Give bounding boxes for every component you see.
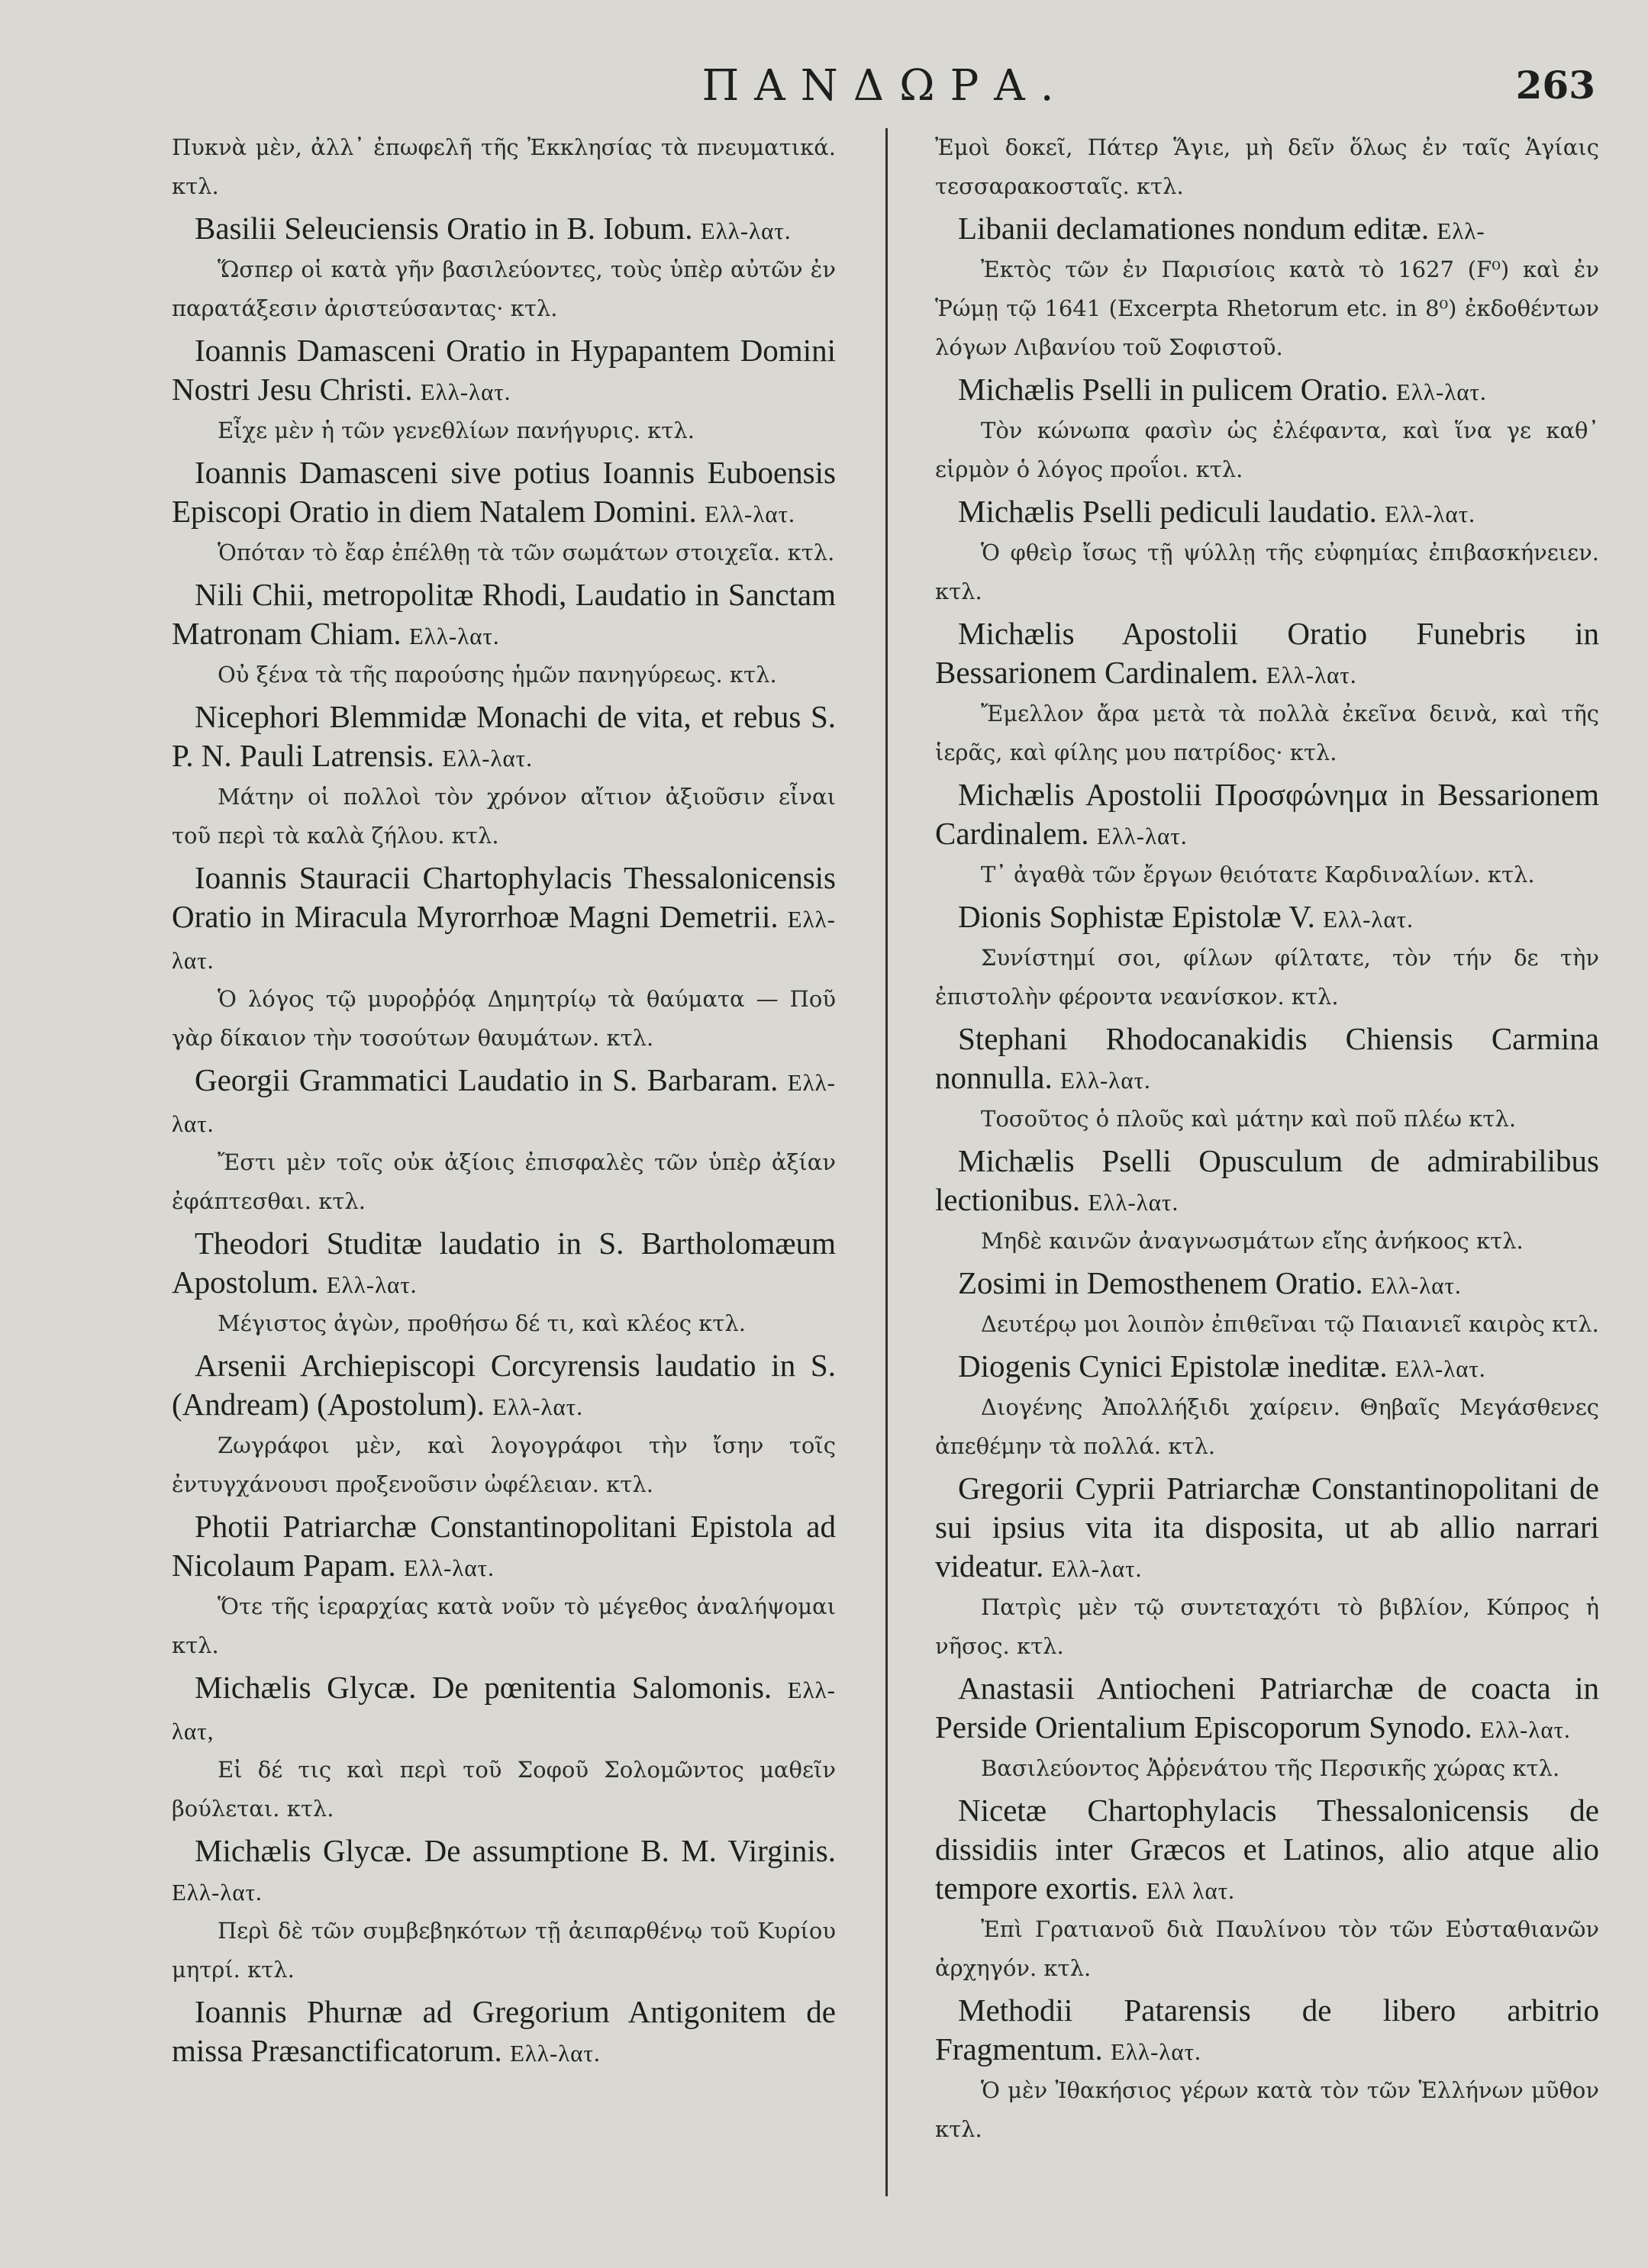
entry-incipit: Τοσοῦτος ὁ πλοῦς καὶ μάτην καὶ ποῦ πλέω κτλ. [981, 1106, 1517, 1132]
entry-title [935, 775, 1599, 855]
entry-language-note: Ελλ-λατ. [705, 501, 795, 527]
entry-language-note: Ελλ-λατ. [172, 906, 836, 974]
left-column [172, 128, 836, 2076]
entry-language-note: Ελλ-λατ. [492, 1393, 583, 1420]
column-divider [885, 128, 888, 2196]
entry-incipit: Διογένης Ἀπολλήξιδι χαίρειν. Θηβαῖς Μεγάσθενες ἀπεθέμην τὰ πολλά. κτλ. [935, 1394, 1599, 1459]
entry-title-text: Ioannis Damasceni sive potius Ioannis Euboensis Episcopi Oratio in diem Natalem Domini. [172, 455, 836, 529]
entry-incipit: Τ᾿ ἀγαθὰ τῶν ἔργων θειότατε Καρδιναλίων. κτλ. [981, 862, 1535, 888]
entry-title-text: Ioannis Damasceni Oratio in Hypapantem Domini Nostri Jesu Christi. [172, 333, 836, 407]
entry-language-note: Ελλ-λατ. [408, 623, 500, 649]
entry-incipit: Μέγιστος ἀγὼν, προθήσω δέ τι, καὶ κλέος κτλ. [218, 1310, 746, 1336]
entry-title [935, 1669, 1599, 1749]
entry-title-text: Gregorii Cyprii Patriarchæ Constantinopolitani de sui ipsius vita ita disposita, ut ab allio narrari videatur. [935, 1471, 1599, 1583]
entry-title [935, 1469, 1599, 1588]
entry-language-note: Ελλ-λατ. [1266, 662, 1357, 688]
entry-title [935, 492, 1599, 533]
entry-title-text: Michælis Pselli pediculi laudatio. [958, 494, 1377, 529]
entry-incipit: Εἰ δέ τις καὶ περὶ τοῦ Σοφοῦ Σολομῶντος μαθεῖν βούλεται. κτλ. [172, 1757, 836, 1822]
catalog-entry [172, 1668, 836, 1828]
catalog-entry [935, 1142, 1599, 1261]
catalog-entry [935, 614, 1599, 772]
entry-language-note: Ελλ-λατ. [1088, 1189, 1179, 1216]
entry-incipit: Ὥσπερ οἱ κατὰ γῆν βασιλεύοντες, τοὺς ὑπὲρ αὐτῶν ἐν παρατάξεσιν ἀριστεύσαντας· κτλ. [172, 256, 836, 321]
entry-title [172, 1061, 836, 1143]
entry-language-note: Ελλ-λατ. [172, 1069, 837, 1137]
entry-incipit: Ὁ φθεὶρ ἴσως τῇ ψύλλῃ τῆς εὐφημίας ἐπιβασκήνειεν. κτλ. [935, 540, 1599, 604]
entry-incipit: Ὁπόταν τὸ ἔαρ ἐπέλθῃ τὰ τῶν σωμάτων στοιχεῖα. κτλ. [218, 540, 835, 565]
entry-title-text: Michælis Apostolii Προσφώνημα in Bessarionem Cardinalem. [935, 777, 1599, 851]
entry-title [935, 1142, 1599, 1222]
entry-title-text: Nili Chii, metropolitæ Rhodi, Laudatio in Sanctam Matronam Chiam. [172, 577, 836, 651]
entry-title [172, 209, 836, 250]
entry-title [172, 859, 836, 980]
entry-incipit: Τὸν κώνωπα φασὶν ὡς ἐλέφαντα, καὶ ἵνα γε καθ᾿ εἱρμὸν ὁ λόγος προΐοι. κτλ. [935, 417, 1599, 482]
page-number: 263 [1515, 63, 1595, 108]
entry-title [935, 1991, 1599, 2071]
entry-title [172, 1346, 836, 1426]
entry-title-text: Libanii declamationes nondum editæ. [958, 211, 1430, 246]
catalog-entry [172, 1507, 836, 1665]
catalog-entry [935, 1264, 1599, 1344]
entry-language-note: Ελλ- [1437, 217, 1485, 244]
entry-incipit: Ἐκτὸς τῶν ἐν Παρισίοις κατὰ τὸ 1627 (F⁰) καὶ ἐν Ῥώμῃ τῷ 1641 (Excerpta Rhetorum etc. in 8⁰) ἐκδοθέντων λόγων Λιβανίου τοῦ Σοφιστοῦ. [935, 256, 1599, 360]
catalog-entry [935, 1669, 1599, 1788]
catalog-entry [935, 1991, 1599, 2149]
entry-title-text: Zosimi in Demosthenem Oratio. [958, 1265, 1363, 1300]
entry-title [935, 897, 1599, 939]
entry-language-note: Ελλ-λατ. [172, 1879, 263, 1906]
entry-title [172, 1668, 836, 1751]
entry-incipit: Βασιλεύοντος Ἀῤῥενάτου τῆς Περσικῆς χώρας κτλ. [981, 1755, 1560, 1781]
entry-incipit: Συνίστημί σοι, φίλων φίλτατε, τὸν τήν δε τὴν ἐπιστολὴν φέροντα νεανίσκον. κτλ. [935, 945, 1599, 1010]
right-column [935, 128, 1599, 2152]
entry-incipit: Εἶχε μὲν ἡ τῶν γενεθλίων πανήγυρις. κτλ. [218, 417, 695, 443]
entry-title-text: Anastasii Antiocheni Patriarchæ de coacta in Perside Orientalium Episcoporum Synodo. [935, 1670, 1599, 1744]
entry-title-text: Methodii Patarensis de libero arbitrio Fragmentum. [935, 1993, 1599, 2067]
entry-language-note: Ελλ-λατ. [1111, 2038, 1201, 2065]
entry-incipit: Δευτέρῳ μοι λοιπὸν ἐπιθεῖναι τῷ Παιανιεῖ καιρὸς κτλ. [981, 1311, 1599, 1337]
entry-title-text: Michælis Apostolii Oratio Funebris in Bessarionem Cardinalem. [935, 616, 1599, 690]
entry-language-note: Ελλ-λατ. [404, 1554, 495, 1581]
entry-title [172, 697, 836, 778]
entry-incipit: Ἐμοὶ δοκεῖ, Πάτερ Ἅγιε, μὴ δεῖν ὅλως ἐν ταῖς Ἁγίαις τεσσαρακοσταῖς. κτλ. [935, 134, 1599, 199]
entry-title [935, 209, 1599, 250]
entry-language-note: Ελλ-λατ. [420, 379, 511, 405]
entry-incipit: Ὅτε τῆς ἱεραρχίας κατὰ νοῦν τὸ μέγεθος ἀναλήψομαι κτλ. [172, 1593, 836, 1658]
entry-title [935, 370, 1599, 411]
entry-incipit: Μηδὲ καινῶν ἀναγνωσμάτων εἴης ἀνήκοος κτλ. [981, 1228, 1524, 1254]
entry-language-note: Ελλ-λατ. [442, 745, 533, 772]
entry-title [935, 1347, 1599, 1388]
catalog-entry [935, 209, 1599, 367]
entry-title-text: Arsenii Archiepiscopi Corcyrensis laudatio in S. (Andream) (Apostolum). [172, 1348, 836, 1422]
entry-title-text: Photii Patriarchæ Constantinopolitani Epistola ad Nicolaum Papam. [172, 1509, 836, 1583]
entry-incipit: Ἐπὶ Γρατιανοῦ διὰ Παυλίνου τὸν τῶν Εὐσταθιανῶν ἀρχηγόν. κτλ. [935, 1916, 1599, 1981]
catalog-entry [172, 1224, 836, 1343]
catalog-entry [935, 370, 1599, 489]
entry-title-text: Nicetæ Chartophylacis Thessalonicensis de dissidiis inter Græcos et Latinos, alio atque alio tempore exortis. [935, 1793, 1599, 1906]
entry-title [172, 1993, 836, 2073]
catalog-entry [172, 575, 836, 694]
entry-title [172, 1831, 836, 1912]
entry-title [935, 1264, 1599, 1305]
entry-language-note: Ελλ-λατ. [1096, 823, 1188, 849]
catalog-entry [935, 1469, 1599, 1666]
page-header [176, 61, 1595, 122]
entry-incipit: Ἔστι μὲν τοῖς οὐκ ἀξίοις ἐπισφαλὲς τῶν ὑπὲρ ἀξίαν ἐφάπτεσθαι. κτλ. [172, 1149, 836, 1214]
entry-language-note: Ελλ-λατ, [172, 1677, 836, 1744]
entry-title-text: Stephani Rhodocanakidis Chiensis Carmina nonnulla. [935, 1021, 1599, 1095]
entry-title-text: Georgii Grammatici Laudatio in S. Barbaram. [195, 1062, 779, 1097]
entry-title-text: Diogenis Cynici Epistolæ ineditæ. [958, 1348, 1388, 1384]
entry-title-text: Basilii Seleuciensis Oratio in B. Iobum. [195, 211, 693, 246]
catalog-entry [172, 1061, 836, 1221]
entry-incipit: Πυκνὰ μὲν, ἀλλ᾿ ἐπωφελῆ τῆς Ἐκκλησίας τὰ πνευματικά. κτλ. [172, 134, 836, 199]
entry-language-note: Ελλ-λατ. [700, 217, 792, 244]
entry-incipit: Μάτην οἱ πολλοὶ τὸν χρόνον αἴτιον ἀξιοῦσιν εἶναι τοῦ περὶ τὰ καλὰ ζήλου. κτλ. [172, 784, 836, 849]
entry-incipit: Ζωγράφοι μὲν, καὶ λογογράφοι τὴν ἴσην τοῖς ἐντυγχάνουσι προξενοῦσιν ὠφέλειαν. κτλ. [172, 1432, 836, 1497]
catalog-entry [935, 897, 1599, 1016]
catalog-entry [172, 331, 836, 450]
entry-title-text: Michælis Pselli Opusculum de admirabilibus lectionibus. [935, 1143, 1599, 1217]
entry-title-text: Michælis Glycæ. De assumptione B. M. Virginis. [195, 1833, 836, 1868]
entry-language-note: Ελλ-λατ. [1370, 1272, 1462, 1299]
catalog-entry [172, 1993, 836, 2073]
catalog-entry [935, 128, 1599, 206]
catalog-entry [935, 775, 1599, 894]
entry-title-text: Dionis Sophistæ Epistolæ V. [958, 899, 1315, 934]
catalog-entry [172, 128, 836, 206]
catalog-entry [172, 697, 836, 855]
entry-title [935, 1791, 1599, 1910]
entry-title [172, 575, 836, 656]
catalog-entry [935, 1791, 1599, 1988]
two-column-body [172, 128, 1599, 2234]
entry-incipit: Περὶ δὲ τῶν συμβεβηκότων τῇ ἀειπαρθένῳ τοῦ Κυρίου μητρί. κτλ. [172, 1918, 836, 1983]
entry-title-text: Ioannis Phurnæ ad Gregorium Antigonitem de missa Præsanctificatorum. [172, 1994, 836, 2068]
entry-incipit: Ὁ μὲν Ἰθακήσιος γέρων κατὰ τὸν τῶν Ἑλλήνων μῦθον κτλ. [935, 2077, 1599, 2142]
catalog-entry [172, 859, 836, 1058]
entry-language-note: Ελλ-λατ. [1059, 1067, 1151, 1094]
entry-language-note: Ελλ-λατ. [1323, 906, 1414, 933]
catalog-entry [172, 453, 836, 572]
entry-language-note: Ελλ λατ. [1146, 1877, 1235, 1904]
entry-incipit: Ὁ λόγος τῷ μυροῤῥόᾳ Δημητρίῳ τὰ θαύματα — Ποῦ γὰρ δίκαιον τὴν τοσούτων θαυμάτων. κτλ. [172, 986, 836, 1051]
entry-incipit: Οὐ ξένα τὰ τῆς παρούσης ἡμῶν πανηγύρεως. κτλ. [218, 662, 777, 688]
catalog-entry [172, 1831, 836, 1989]
entry-title [172, 453, 836, 533]
entry-language-note: Ελλ-λατ. [1480, 1716, 1571, 1743]
catalog-entry [935, 492, 1599, 611]
entry-title [935, 1020, 1599, 1100]
entry-language-note: Ελλ-λατ. [1395, 1355, 1486, 1382]
entry-title [172, 1224, 836, 1304]
entry-title [935, 614, 1599, 694]
entry-language-note: Ελλ-λατ. [509, 2040, 601, 2067]
running-title: ΠΑΝΔΩΡΑ. [701, 61, 1069, 111]
catalog-entry [935, 1020, 1599, 1139]
entry-language-note: Ελλ-λατ. [1385, 501, 1475, 527]
entry-title-text: Ioannis Stauracii Chartophylacis Thessalonicensis Oratio in Miracula Myrorrhoæ Magni Demetrii. [172, 860, 836, 934]
entry-language-note: Ελλ-λατ. [326, 1271, 418, 1298]
entry-incipit: Πατρὶς μὲν τῷ συντεταχότι τὸ βιβλίον, Κύπρος ἡ νῆσος. κτλ. [935, 1594, 1599, 1659]
entry-title-text: Nicephori Blemmidæ Monachi de vita, et rebus S. P. N. Pauli Latrensis. [172, 699, 836, 773]
entry-title [172, 1507, 836, 1587]
entry-title-text: Michælis Glycæ. De pœnitentia Salomonis. [195, 1670, 772, 1705]
catalog-entry [935, 1347, 1599, 1466]
entry-language-note: Ελλ-λατ. [1051, 1555, 1143, 1582]
catalog-entry [172, 209, 836, 328]
entry-incipit: Ἔμελλον ἄρα μετὰ τὰ πολλὰ ἐκεῖνα δεινὰ, καὶ τῆς ἱερᾶς, καὶ φίλης μου πατρίδος· κτλ. [935, 701, 1599, 765]
entry-title-text: Theodori Studitæ laudatio in S. Bartholomæum Apostolum. [172, 1226, 836, 1300]
entry-title-text: Michælis Pselli in pulicem Oratio. [958, 372, 1388, 407]
catalog-entry [172, 1346, 836, 1504]
entry-title [172, 331, 836, 411]
entry-language-note: Ελλ-λατ. [1395, 379, 1487, 405]
